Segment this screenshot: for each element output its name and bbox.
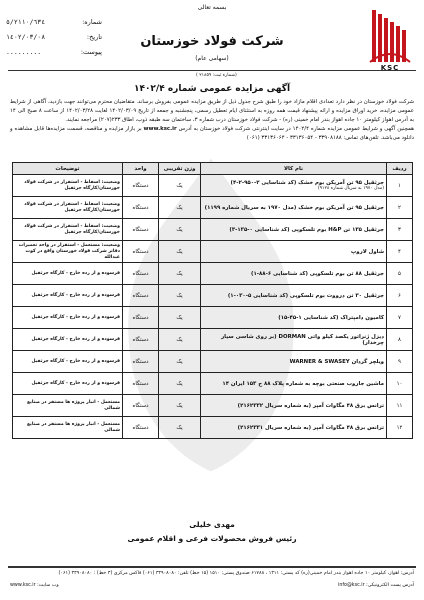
header-divider: [8, 70, 416, 71]
header-weight: وزن تقریبی: [159, 163, 201, 175]
row-item-name: ترانس برق ۴۸ مگاوات آمپر (به شماره سریال ۲۱۶۲۳۳۱): [201, 417, 387, 439]
row-number: ۷: [387, 307, 413, 329]
ksc-flame-logo-icon: [366, 6, 414, 68]
row-unit: دستگاه: [123, 175, 159, 197]
table-row: [13, 197, 413, 219]
row-description: فرسوده و از رده خارج - کارگاه جرثقیل: [13, 351, 123, 373]
table-row: [13, 241, 413, 263]
row-unit: دستگاه: [123, 241, 159, 263]
row-item-name: کامیون دامپتراک (کد شناسایی ۱-۴۵-۱۵): [201, 307, 387, 329]
body-paragraph-1: شرکت فولاد خوزستان در نظر دارد تعدادی اقلام مازاد خود را طبق شرح جدول ذیل از طریق مزایده عمومی بفروش برساند. متقاضیان محترم می‌توانند جهت بازدید، آگاهی از شرایط عمومی مزایده، خرید اوراق مزایده و ارائه پیشنهاد قیمت همه روزه به استثنای ایام تعطیل رسمی، پنجشنبه و جمعه از تاریخ ۱۴۰۲/۰۳/۰۹ لغایت ۱۴۰۲/۰۳/۲۸ از ساعت ۸ صبح الی ۱۴ به آدرس اهواز کیلومتر ۱۰ جاده اهواز بندر امام خمینی (ره) - شرکت فولاد خوزستان درب شماره ۳، ساختمان سه طبقه ذوب، اطاق ۲۳۳(۲۰۷) مراجعه نمایند.: [10, 99, 414, 123]
row-number: ۶: [387, 285, 413, 307]
body-paragraph-2a: همچنین آگهی و شرایط عمومی مزایده شماره ۱۴۰۲/۴ در سایت اینترنتی شرکت فولاد خوزستان به آدرس: [178, 126, 414, 132]
table-header-row: [13, 163, 413, 175]
row-weight: یک: [159, 351, 201, 373]
row-weight: یک: [159, 417, 201, 439]
row-unit: دستگاه: [123, 285, 159, 307]
table-row: [13, 263, 413, 285]
table-row: [13, 329, 413, 351]
signatory-title: رئیس فروش محصولات فرعی و اقلام عمومی: [127, 534, 297, 543]
row-unit: دستگاه: [123, 351, 159, 373]
row-weight: یک: [159, 263, 201, 285]
row-unit: دستگاه: [123, 197, 159, 219]
row-number: ۴: [387, 241, 413, 263]
row-item-name: شاول لاروپ: [201, 241, 387, 263]
footer-contacts: [10, 583, 414, 588]
registration-note: (شماره ثبت: ۲۱۸۵۹ ): [196, 73, 237, 78]
row-item-name: ویلچر گردان WARNER & SWASEY: [201, 351, 387, 373]
header-unit: واحد: [123, 163, 159, 175]
row-number: ۱۰: [387, 373, 413, 395]
row-number: ۵: [387, 263, 413, 285]
row-weight: یک: [159, 285, 201, 307]
logo-text: KSC: [380, 64, 400, 72]
row-item-sub: (مدل ۱۹۷۰ به سریال شماره ۹۱۲۸): [317, 186, 384, 191]
footer-email: آدرس پست الکترونیکی: info@ksc.ir: [338, 583, 414, 588]
letter-attachment: پیوست: .........: [6, 48, 102, 56]
row-description: مستعمل - انبار پروژه ها مستقر در صنایع شمالی: [13, 417, 123, 439]
website-link[interactable]: www.ksc.ir: [143, 126, 177, 132]
table-row: [13, 307, 413, 329]
row-number: ۱: [387, 175, 413, 197]
row-number: ۳: [387, 219, 413, 241]
table-row: [13, 395, 413, 417]
body-paragraph-2b: بر بازار مزایده و مناقصه، قسمت مزایده‌ها قابل مشاهده و دانلود می‌باشد.: [10, 126, 414, 141]
row-number: ۱۱: [387, 395, 413, 417]
auction-title: آگهی مزایده عمومی شماره ۱۴۰۲/۴: [133, 84, 291, 94]
row-weight: یک: [159, 329, 201, 351]
row-item-name: دیزل ژنراتور یکصد کیلو واتی DORMAN (بر روی شاسی سیار چرخدار): [201, 329, 387, 351]
company-type: (سهامی عام): [195, 55, 229, 62]
row-item-name: ماشین جاروب صنعتی بوچه به شماره پلاک ۸۸ ج ۱۵۳ ایران ۱۴: [201, 373, 387, 395]
row-number: ۸: [387, 329, 413, 351]
row-description: وضعیت: مستعمل - استقرار در واحد تعمیرات دفاتر شرکت فولاد خوزستان واقع در کوت عبدالله: [13, 241, 123, 263]
header-row-no: ردیف: [387, 163, 413, 175]
company-name: شرکت فولاد خوزستان: [140, 34, 284, 49]
table-row: [13, 373, 413, 395]
table-row: [13, 285, 413, 307]
letter-number: شماره: ٥/٢١١٠/٦٣٤: [6, 18, 102, 26]
row-unit: دستگاه: [123, 307, 159, 329]
row-description: فرسوده و از رده خارج - کارگاه جرثقیل: [13, 263, 123, 285]
row-item-name: جرثقیل ۹۵ تن آمریکن بوم خشک (کد شناسایی ۲-۹۵۰-۲-۴) (مدل ۱۹۷۰ به سریال شماره ۹۱۲۸): [201, 175, 387, 197]
signatory-name: مهدی خلیلی: [189, 520, 235, 529]
row-weight: یک: [159, 197, 201, 219]
row-number: ۲: [387, 197, 413, 219]
items-table: [12, 162, 413, 439]
row-unit: دستگاه: [123, 417, 159, 439]
row-unit: دستگاه: [123, 373, 159, 395]
phones-label: تلفن‌های تماس:: [343, 135, 379, 141]
header-item-name: نام کالا: [201, 163, 387, 175]
row-unit: دستگاه: [123, 263, 159, 285]
row-number: ۱۲: [387, 417, 413, 439]
row-description: وضعیت: اسقاط - استقرار در شرکت فولاد خوزستان/کارگاه جرثقیل: [13, 197, 123, 219]
row-weight: یک: [159, 219, 201, 241]
row-item-name: جرثقیل ۸۸ تن بوم تلسکوپی (کد شناسایی ۶-۸۸-۱): [201, 263, 387, 285]
header-description: توضیحات: [13, 163, 123, 175]
table-row: [13, 219, 413, 241]
row-description: وضعیت: اسقاط - استقرار در شرکت فولاد خوزستان/کارگاه جرثقیل: [13, 219, 123, 241]
table-row: [13, 175, 413, 197]
row-weight: یک: [159, 373, 201, 395]
row-description: مستعمل - انبار پروژه ها مستقر در صنایع شمالی: [13, 395, 123, 417]
footer-website: وب سایت: www.ksc.ir: [10, 583, 59, 588]
row-description: فرسوده و از رده خارج - کارگاه جرثقیل: [13, 329, 123, 351]
row-weight: یک: [159, 307, 201, 329]
basmala-text: بسمه تعالی: [197, 4, 227, 11]
footer-address: آدرس: اهواز، کیلومتر ۱۰ جاده اهواز بندر امام خمینی(ره) کد پستی: ۱۳۱۱ ، ۶۱۷۸۸ صندوق پستی: ۱۵۱۰ (۱۵ خط) تلفن: ۳۳۹۰۸۰۸۰ (۰۶۱) فاکس مرکزی (۳ خط) : ۳۳۹۰۸۰۸۰ (۰۶۱): [58, 571, 414, 576]
row-description: وضعیت: اسقاط - استقرار در شرکت فولاد خوزستان/کارگاه جرثقیل: [13, 175, 123, 197]
table-row: [13, 417, 413, 439]
footer-divider: [8, 566, 416, 568]
row-description: فرسوده و از رده خارج - کارگاه جرثقیل: [13, 285, 123, 307]
row-weight: یک: [159, 241, 201, 263]
row-unit: دستگاه: [123, 329, 159, 351]
row-description: فرسوده و از رده خارج - کارگاه جرثقیل: [13, 307, 123, 329]
row-unit: دستگاه: [123, 395, 159, 417]
row-unit: دستگاه: [123, 219, 159, 241]
row-description: فرسوده و از رده خارج - کارگاه جرثقیل: [13, 373, 123, 395]
row-number: ۹: [387, 351, 413, 373]
auction-body: [10, 98, 414, 143]
row-item-name: جرثقیل ۹۵ تن آمریکن بوم خشک (مدل ۱۹۷۰ به سریال شماره ۱۱۹۹): [201, 197, 387, 219]
row-weight: یک: [159, 175, 201, 197]
row-item-name: جرثقیل ۳۰ تن درووت بوم تلسکوپی (کد شناسایی ۵-۰۳۰-۱): [201, 285, 387, 307]
table-row: [13, 351, 413, 373]
row-weight: یک: [159, 395, 201, 417]
row-item-name: ترانس برق ۴۸ مگاوات آمپر (به شماره سریال ۲۱۶۲۳۳۲): [201, 395, 387, 417]
phones-value: ۳۳۹۰۸۱۸۸ - ۳۳۱۳۶۰۵۴ - ۳۳۱۳۶۰۶۴ (۰۶۱): [246, 135, 342, 141]
row-item-name: جرثقیل ۱۳۵ تن H&P بوم تلسکوپی (کد شناسایی ۰-۱۳۵-۳): [201, 219, 387, 241]
letter-date: تاریخ: ١٤٠٢/٠٣/٠٨: [6, 33, 102, 41]
